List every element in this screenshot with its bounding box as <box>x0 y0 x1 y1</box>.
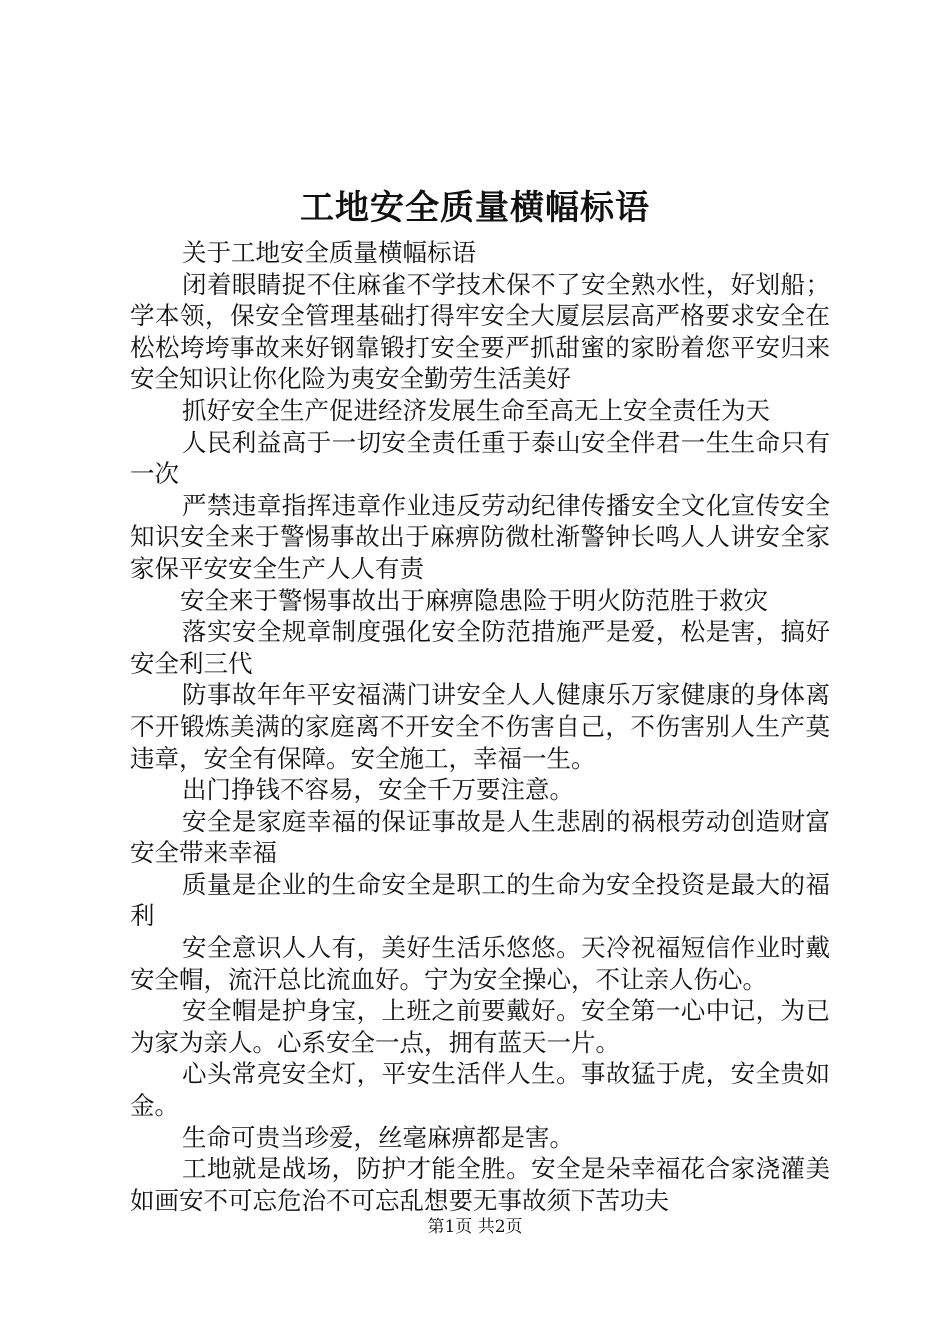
paragraph: 质量是企业的生命安全是职工的生命为安全投资是最大的福利 <box>130 869 830 931</box>
paragraph: 安全意识人人有，美好生活乐悠悠。天冷祝福短信作业时戴安全帽，流汗总比流血好。宁为安全操心，不让亲人伤心。 <box>130 933 830 994</box>
paragraph: 落实安全规章制度强化安全防范措施严是爱，松是害，搞好安全利三代 <box>130 617 830 678</box>
document-title: 工地安全质量横幅标语 <box>300 188 650 228</box>
paragraph: 闭着眼睛捉不住麻雀不学技术保不了安全熟水性，好划船；学本领，保安全管理基础打得牢安全大厦层层高严格要求安全在松松垮垮事故来好钢靠锻打安全要严抓甜蜜的家盼着您平安归来安全知识让你化险为夷安全勤劳生活美好 <box>130 269 830 394</box>
paragraph: 安全帽是护身宝，上班之前要戴好。安全第一心中记，为已为家为亲人。心系安全一点，拥有蓝天一片。 <box>130 996 830 1057</box>
paragraph: 出门挣钱不容易，安全千万要注意。 <box>182 775 574 805</box>
document-body <box>130 237 830 1216</box>
paragraph: 生命可贵当珍爱，丝毫麻痹都是害。 <box>182 1122 574 1152</box>
paragraph-subtitle: 关于工地安全质量横幅标语 <box>182 238 476 267</box>
paragraph: 防事故年年平安福满门讲安全人人健康乐万家健康的身体离不开锻炼美满的家庭离不开安全不伤害自己，不伤害别人生产莫违章，安全有保障。安全施工，幸福一生。 <box>130 680 830 773</box>
paragraph: 抓好安全生产促进经济发展生命至高无上安全责任为天 <box>182 395 770 425</box>
paragraph: 心头常亮安全灯，平安生活伴人生。事故猛于虎，安全贵如金。 <box>130 1059 830 1121</box>
paragraph: 安全是家庭幸福的保证事故是人生悲剧的祸根劳动创造财富安全带来幸福 <box>130 806 830 868</box>
paragraph: 工地就是战场，防护才能全胜。安全是朵幸福花合家浇灌美如画安不可忘危治不可忘乱想要无事故须下苦功夫 <box>130 1154 830 1215</box>
paragraph: 人民利益高于一切安全责任重于泰山安全伴君一生生命只有一次 <box>130 427 830 489</box>
paragraph: 严禁违章指挥违章作业违反劳动纪律传播安全文化宣传安全知识安全来于警惕事故出于麻痹防微杜渐警钟长鸣人人讲安全家家保平安安全生产人人有责 <box>130 490 830 583</box>
page-number-footer: 第1页 共2页 <box>427 1217 523 1237</box>
paragraph: 安全来于警惕事故出于麻痹隐患险于明火防范胜于救灾 <box>180 585 768 615</box>
